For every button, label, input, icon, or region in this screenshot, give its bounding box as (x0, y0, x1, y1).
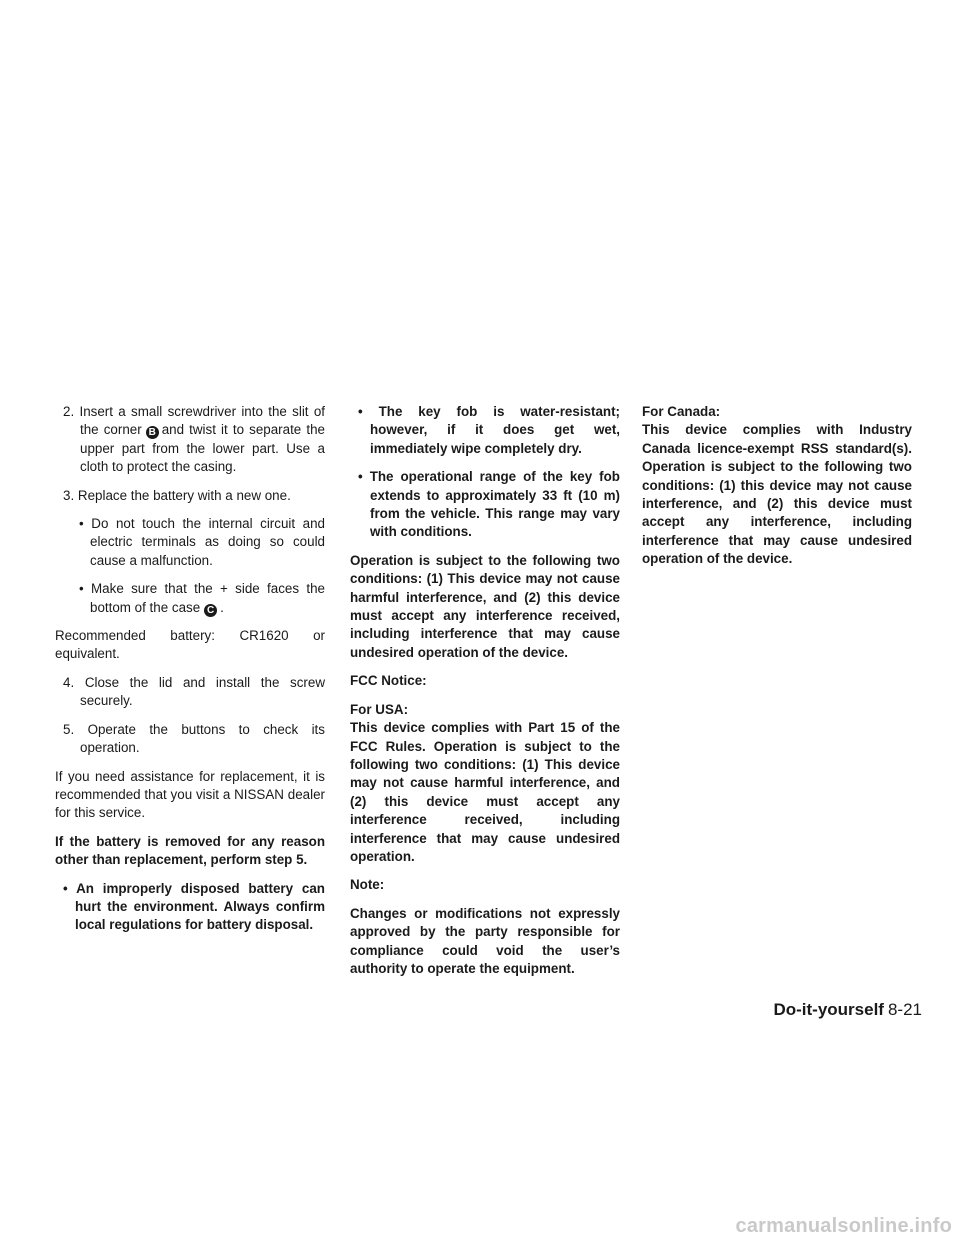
page-footer (773, 1000, 922, 1020)
bullet-operational-range: • The operational range of the key fob extends to approximately 33 ft (10 m) from the vehicle. This range may vary with conditions. (358, 469, 620, 540)
note-text: Changes or modifications not expressly approved by the party responsible for compliance could void the user’s authority to operate the equipment. (350, 905, 620, 976)
bullet-icon: • (358, 404, 363, 419)
sub-bullet-circuit: • Do not touch the internal circuit and electric terminals as doing so could cause a malfunction. (79, 516, 325, 568)
column-left (55, 403, 325, 945)
section-title: Do-it-yourself (773, 1000, 884, 1019)
bullet-icon: • (79, 516, 84, 532)
operation-conditions: Operation is subject to the following two conditions: (1) This device may not cause harmful interference, and (2) this device must accept any interference received, including interference that may cause undesired operation of the device. (350, 552, 620, 660)
bullet-icon: • (63, 880, 68, 896)
bullet-icon: • (79, 581, 84, 597)
bullet-icon: • (358, 469, 363, 485)
callout-b-icon: B (146, 426, 159, 439)
step-5: 5. Operate the buttons to check its operation. (63, 721, 325, 756)
battery-removed-note: If the battery is removed for any reason other than replacement, perform step 5. (55, 833, 325, 868)
canada-section (642, 403, 912, 569)
assistance-paragraph: If you need assistance for replacement, it is recommended that you visit a NISSAN dealer for this service. (55, 768, 325, 821)
bullet-water-resistant: • The key fob is water-resistant; however, if it does get wet, immediately wipe completely dry. (358, 404, 620, 456)
usa-text: This device complies with Part 15 of the FCC Rules. Operation is subject to the following two conditions: (1) This device may not cause harmful interference, and (2) this device must accept any interference received, including interference that may cause undesired operation. (350, 720, 620, 864)
usa-heading: For USA: (350, 701, 409, 717)
sub-bullet-polarity: • Make sure that the + side faces the bottom of the case C . (79, 581, 325, 616)
canada-text: This device complies with Industry Canada licence-exempt RSS standard(s). Operation is subject to the following two conditions: (1) this device may not cause interference, and (2) this device must accept any interference, including interference that may cause undesired operation of the device. (642, 422, 912, 567)
column-right (642, 403, 912, 579)
bullet-environment: • An improperly disposed battery can hurt the environment. Always confirm local regulations for battery disposal. (63, 880, 325, 933)
fcc-notice-heading: FCC Notice: (350, 673, 427, 689)
step-3: 3. Replace the battery with a new one. (63, 487, 291, 503)
page-number: 8-21 (887, 1000, 922, 1019)
watermark: carmanualsonline.info (735, 1215, 952, 1237)
step-4: 4. Close the lid and install the screw securely. (63, 674, 325, 709)
usa-section (350, 701, 620, 867)
recommended-battery: Recommended battery: CR1620 or equivalent. (55, 628, 325, 662)
column-middle (350, 403, 620, 988)
canada-heading: For Canada: (642, 404, 721, 419)
step-2: 2. Insert a small screwdriver into the slit of the corner B and twist it to separate the upper part from the lower part. Use a cloth to protect the casing. (63, 404, 325, 475)
callout-c-icon: C (204, 604, 217, 617)
note-heading: Note: (350, 877, 385, 893)
